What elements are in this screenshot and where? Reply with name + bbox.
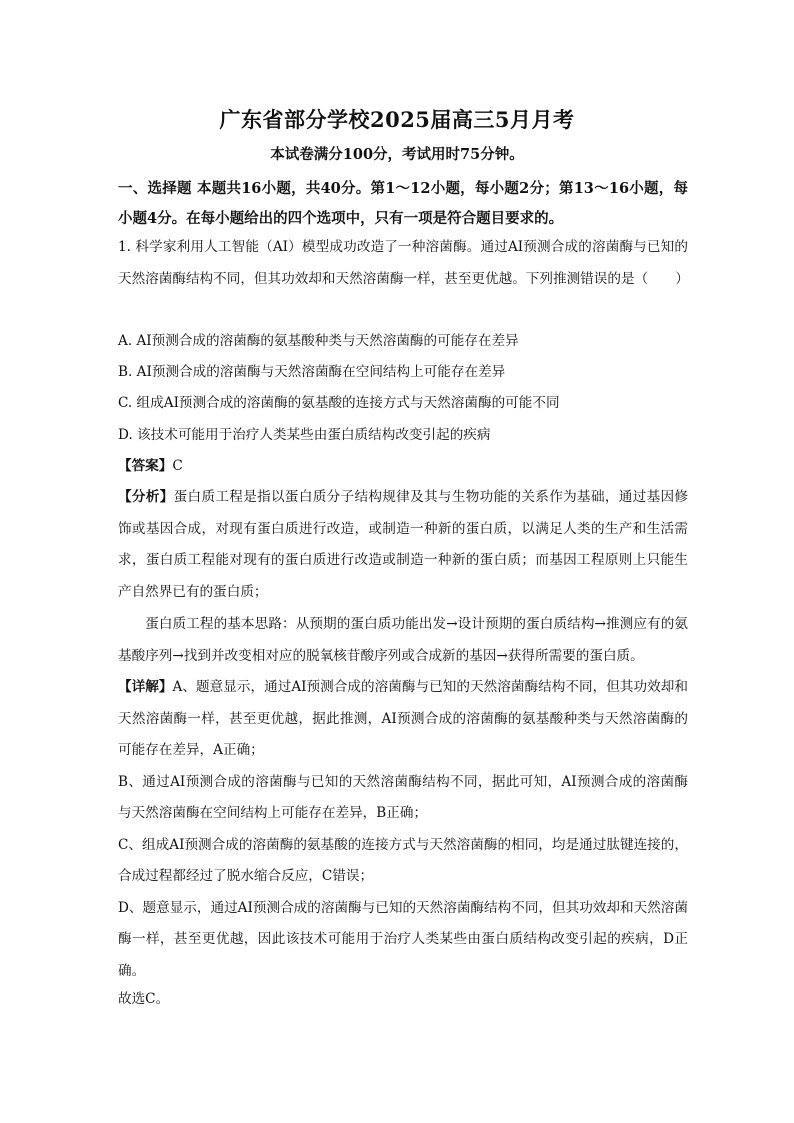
analysis-text: 蛋白质工程是指以蛋白质分子结构规律及其与生物功能的关系作为基础，通过基因修饰或基因合成，对现有蛋白质进行改造，或制造一种新的蛋白质，以满足人类的生产和生活需求，蛋白质工程能对现有的蛋白质进行改造或制造一种新的蛋白质；而基因工程原则上只能生产自然界已有的蛋白质；	[118, 489, 688, 600]
detail-item-d: D、题意显示，通过AI预测合成的溶菌酶与已知的天然溶菌酶结构不同，但其功效却和天然溶菌酶一样，甚至更优越，因此该技术可能用于治疗人类某些由蛋白质结构改变引起的疾病，D正确。	[118, 899, 688, 979]
detail-section	[118, 672, 688, 987]
answer-label: 【答案】	[118, 458, 173, 474]
option-d: D. 该技术可能用于治疗人类某些由蛋白质结构改变引起的疾病	[118, 427, 491, 443]
detail-label: 【详解】	[118, 679, 173, 695]
option-a: A. AI预测合成的溶菌酶的氨基酸种类与天然溶菌酶的可能存在差异	[118, 333, 519, 349]
answer-line	[118, 451, 688, 483]
detail-item-b: B、通过AI预测合成的溶菌酶与已知的天然溶菌酶结构不同，据此可知，AI预测合成的溶菌酶与天然溶菌酶在空间结构上可能存在差异，B正确；	[118, 773, 688, 821]
detail-item-a	[118, 672, 688, 767]
detail-text-a: A、题意显示，通过AI预测合成的溶菌酶与已知的天然溶菌酶结构不同，但其功效却和天然溶菌酶一样，甚至更优越，据此推测，AI预测合成的溶菌酶的氨基酸种类与天然溶菌酶的可能存在差异，A正确；	[118, 679, 688, 758]
answer-value: C	[172, 458, 183, 474]
section-heading: 一、选择题 本题共16小题，共40分。第1～12小题，每小题2分；第13～16小题，每小题4分。在每小题给出的四个选项中，只有一项是符合题目要求的。	[118, 180, 688, 227]
page-title: 广东省部分学校2025届高三5月月考	[219, 107, 575, 132]
analysis-label: 【分析】	[118, 489, 174, 505]
conclusion: 故选C。	[118, 991, 170, 1007]
analysis-paragraph	[118, 482, 688, 608]
detail-item-c: C、组成AI预测合成的溶菌酶的氨基酸的连接方式与天然溶菌酶的相同，均是通过肽键连接的，合成过程都经过了脱水缩合反应，C错误；	[118, 836, 688, 884]
question-stem: 1. 科学家利用人工智能（AI）模型成功改造了一种溶菌酶。通过AI预测合成的溶菌酶与已知的天然溶菌酶结构不同，但其功效却和天然溶菌酶一样，甚至更优越。下列推测错误的是（ ）	[118, 239, 689, 287]
option-b: B. AI预测合成的溶菌酶与天然溶菌酶在空间结构上可能存在差异	[118, 364, 506, 380]
analysis-paragraph-2: 蛋白质工程的基本思路：从预期的蛋白质功能出发→设计预期的蛋白质结构→推测应有的氨基酸序列→找到并改变相对应的脱氧核苷酸序列或合成新的基因→获得所需要的蛋白质。	[118, 616, 688, 664]
exam-info: 本试卷满分100分，考试用时75分钟。	[270, 146, 524, 163]
option-c: C. 组成AI预测合成的溶菌酶的氨基酸的连接方式与天然溶菌酶的可能不同	[118, 395, 560, 411]
